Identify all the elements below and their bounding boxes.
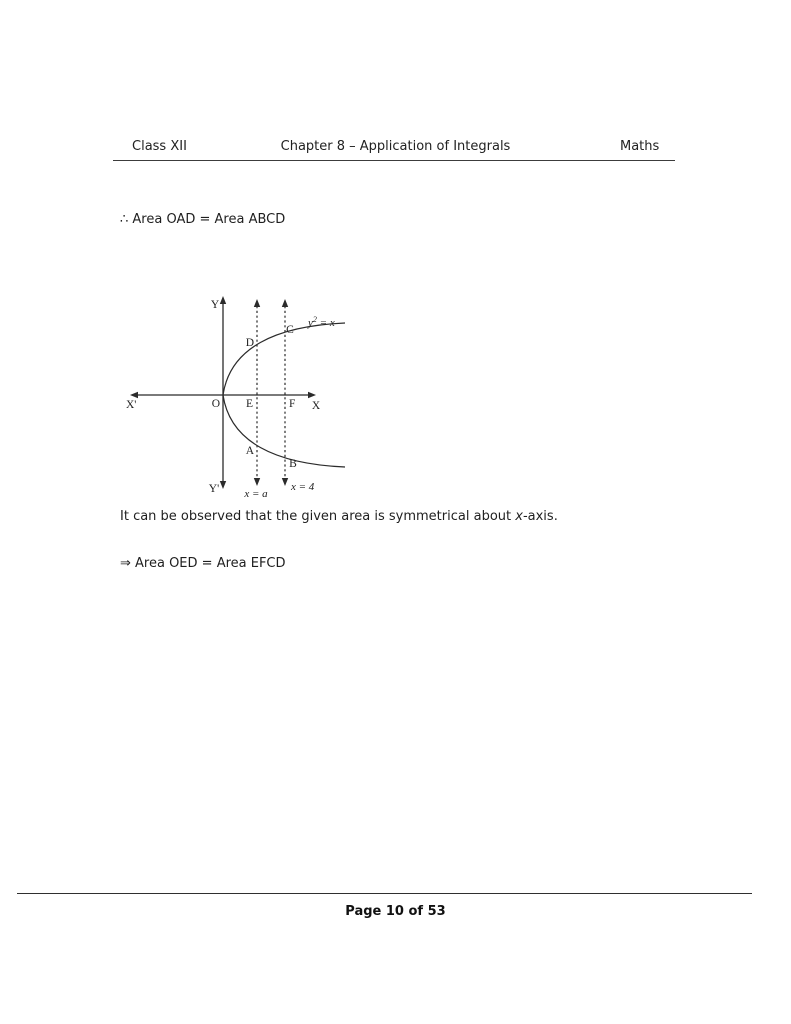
label-x-neg: X' bbox=[126, 399, 137, 411]
y-axis-top-arrow-icon bbox=[220, 296, 226, 304]
header-chapter-title: Chapter 8 – Application of Integrals bbox=[280, 139, 511, 154]
header-divider bbox=[113, 160, 675, 161]
header-subject: Maths bbox=[620, 139, 660, 154]
label-point-c: C bbox=[286, 324, 294, 336]
label-y-neg: Y' bbox=[208, 483, 220, 495]
observation-line bbox=[120, 509, 558, 524]
x-axis-right-arrow-icon bbox=[308, 392, 316, 398]
label-point-a: A bbox=[245, 445, 254, 457]
statement-area-oed: ⇒ Area OED = Area EFCD bbox=[120, 556, 286, 571]
curve-equation-label: $y^2 = x$ bbox=[308, 315, 335, 329]
label-origin: O bbox=[211, 398, 220, 410]
label-point-d: D bbox=[245, 337, 254, 349]
vline-4-bottom-arrow-icon bbox=[282, 478, 288, 486]
observation-italic-x: x bbox=[515, 509, 523, 524]
observation-text-after: -axis. bbox=[522, 509, 558, 524]
header-class-label: Class XII bbox=[132, 139, 187, 154]
footer-page-number: Page 10 of 53 bbox=[345, 904, 446, 919]
vline-a-bottom-arrow-icon bbox=[254, 478, 260, 486]
label-y-pos: Y bbox=[210, 299, 220, 311]
vline-4-top-arrow-icon bbox=[282, 299, 288, 307]
label-point-e: E bbox=[245, 398, 253, 410]
label-x-pos: X bbox=[311, 400, 321, 412]
y-axis-bottom-arrow-icon bbox=[220, 481, 226, 489]
label-point-f: F bbox=[289, 398, 296, 410]
observation-text-before: It can be observed that the given area is symmetrical about bbox=[120, 509, 516, 524]
statement-area-oad: ∴ Area OAD = Area ABCD bbox=[120, 212, 286, 227]
x-axis-left-arrow-icon bbox=[130, 392, 138, 398]
label-point-b: B bbox=[289, 458, 297, 470]
vline-a-label: x = a bbox=[244, 488, 268, 500]
parabola-figure bbox=[120, 290, 350, 505]
vline-a-top-arrow-icon bbox=[254, 299, 260, 307]
vline-4-label: x = 4 bbox=[291, 481, 315, 493]
footer-divider bbox=[17, 893, 752, 894]
